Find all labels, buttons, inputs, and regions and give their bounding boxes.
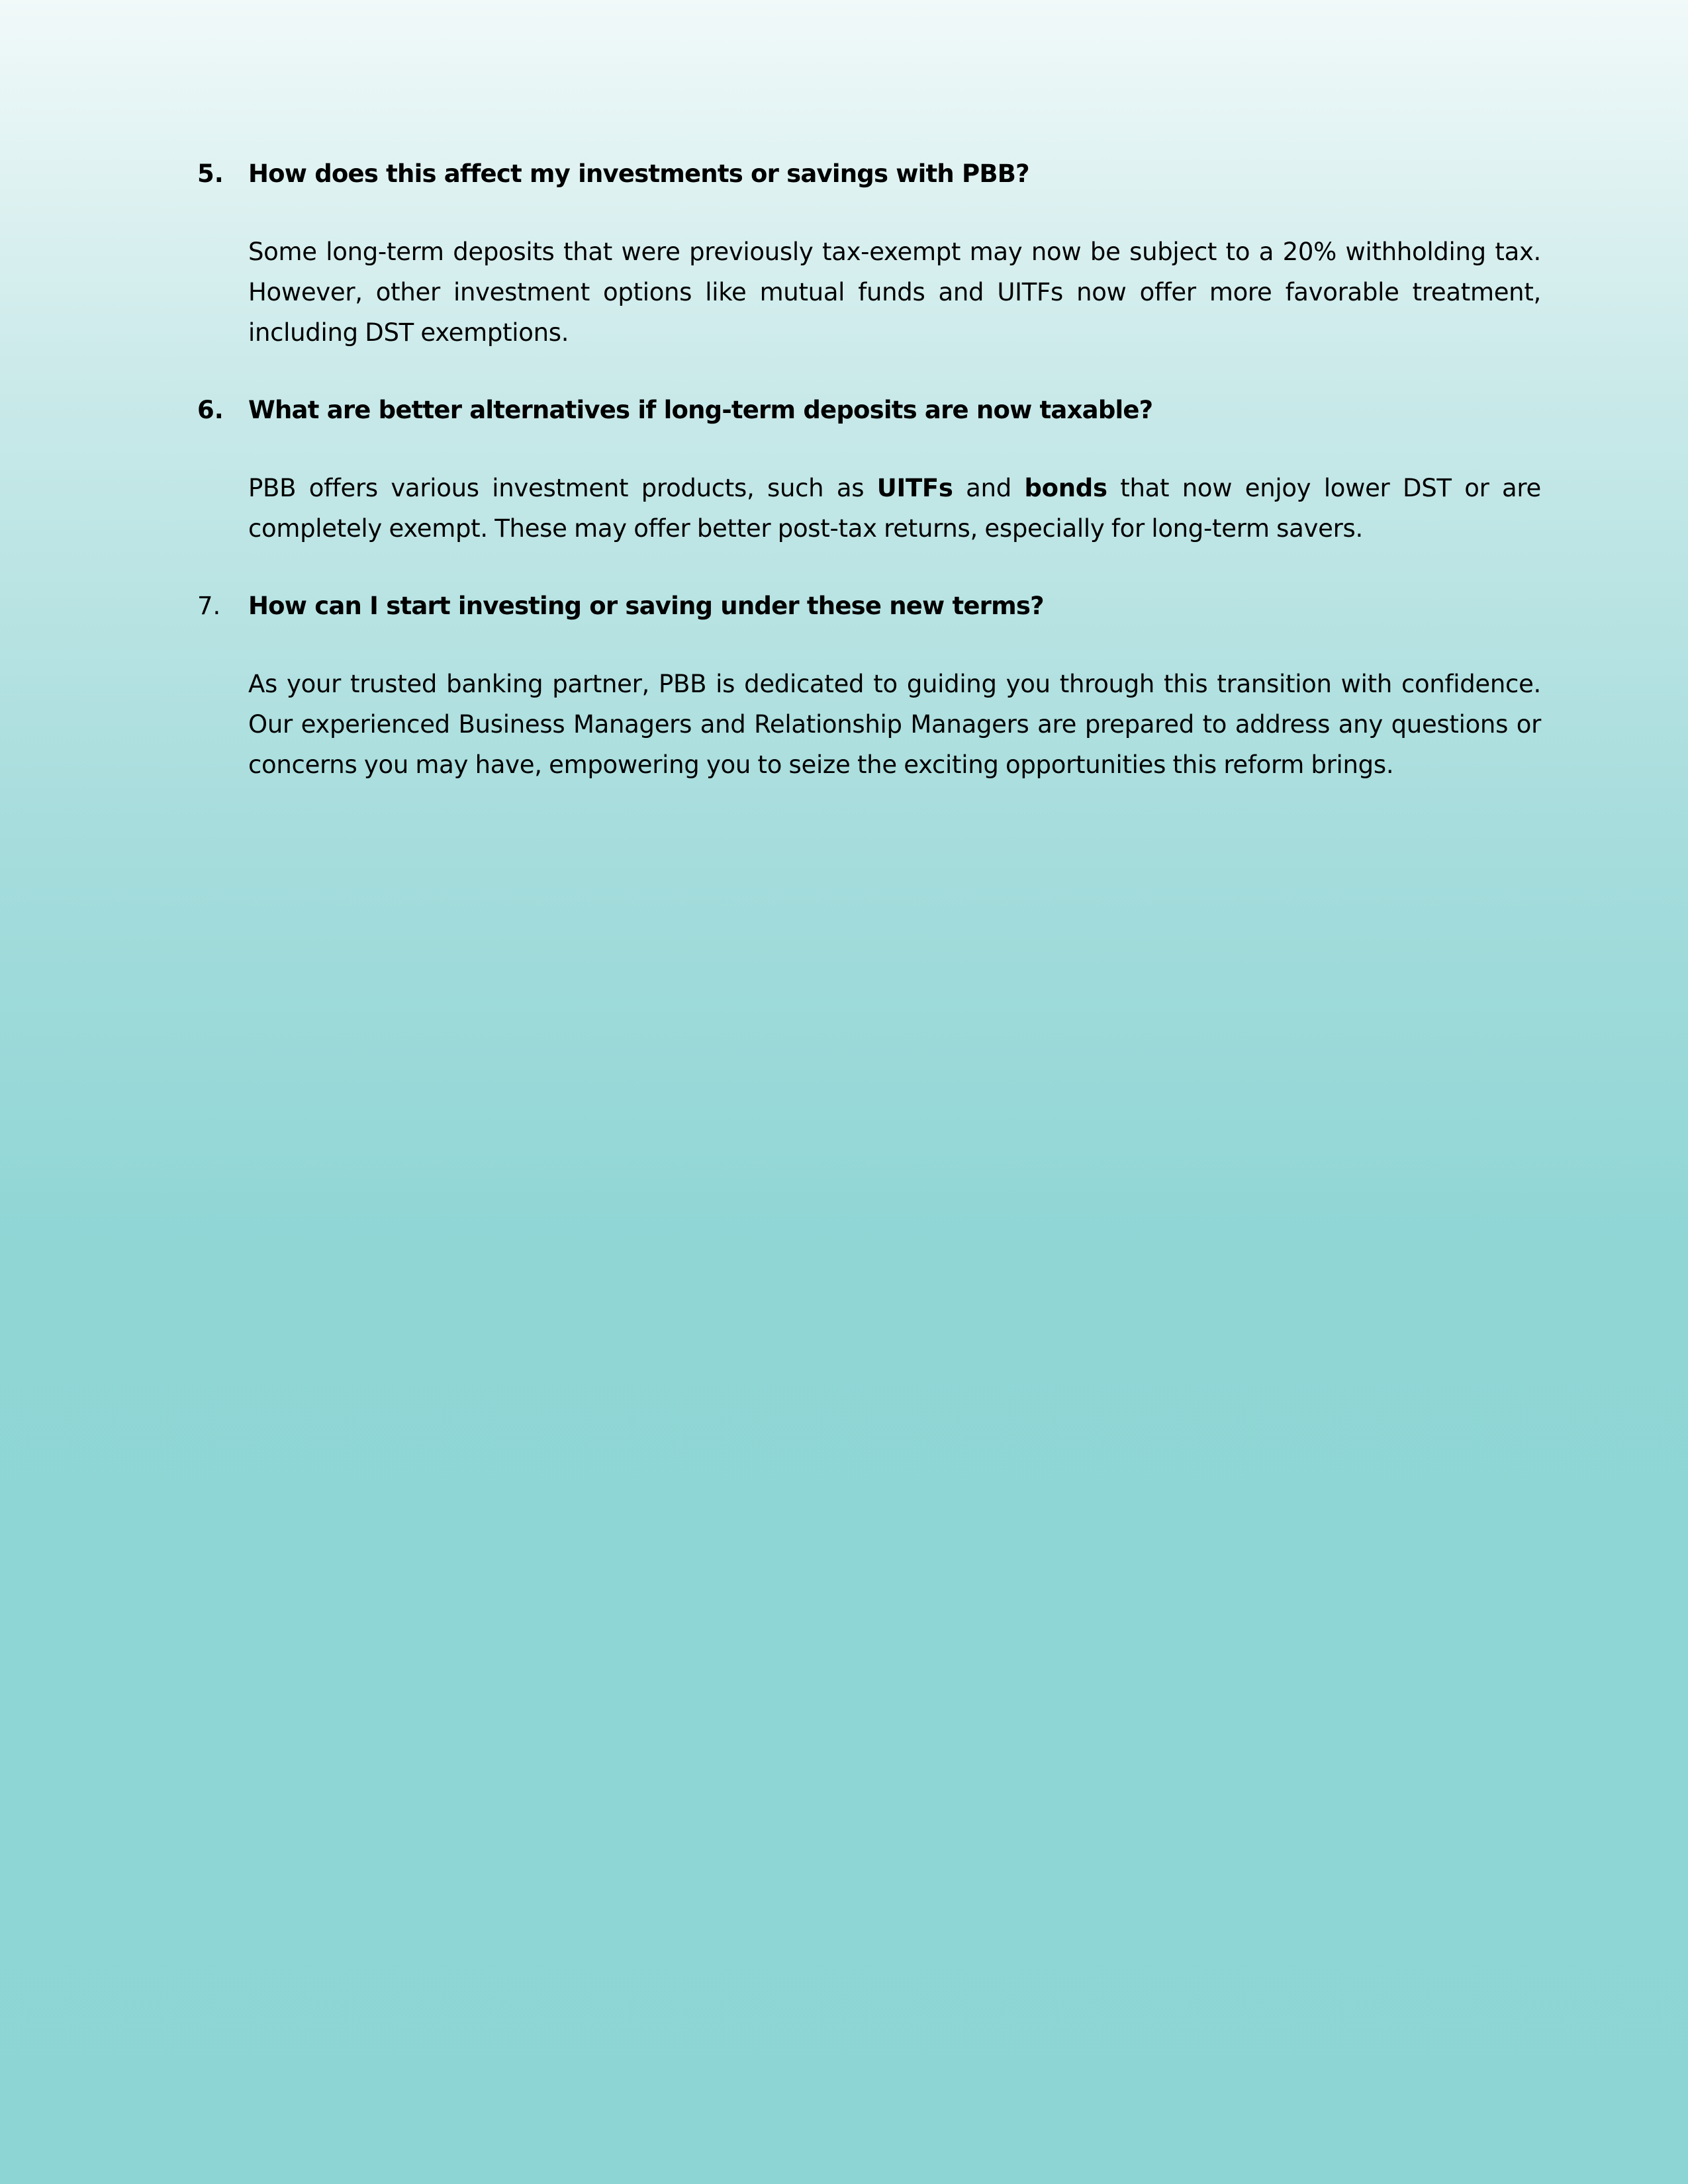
faq-number: 5. <box>197 159 224 188</box>
answer-text: and <box>953 474 1025 502</box>
faq-list <box>197 154 1541 822</box>
answer-emphasis-uitfs: UITFs <box>876 474 953 502</box>
faq-answer-7: As your trusted banking partner, PBB is dedicated to guiding you through this transition with confidence. Our experienced Business Managers and Relationship Managers are prepared to address any questions or concerns you may have, empowering you to seize the exciting opportunities this reform brings. <box>248 670 1541 779</box>
faq-answer-6 <box>248 468 1541 549</box>
answer-emphasis-bonds: bonds <box>1024 474 1107 502</box>
faq-answer-5: Some long-term deposits that were previously tax-exempt may now be subject to a 20% withholding tax. However, other investment options like mutual funds and UITFs now offer more favorable treatment, including DST exemptions. <box>248 238 1541 347</box>
faq-number: 6. <box>197 396 224 424</box>
faq-question-text: How does this affect my investments or savings with PBB? <box>248 159 1029 188</box>
faq-question-text: How can I start investing or saving under these new terms? <box>248 592 1044 620</box>
faq-question-6 <box>197 390 1541 431</box>
faq-item-5 <box>197 154 1541 353</box>
answer-text: PBB offers various investment products, such as <box>248 474 877 502</box>
faq-question-7 <box>197 586 1541 627</box>
answer-text: that now enjoy lower DST or are completely exempt. These may offer better post-tax returns, especially for long-term savers. <box>248 474 1541 543</box>
faq-number: 7. <box>197 592 221 620</box>
faq-item-6 <box>197 390 1541 549</box>
faq-question-5 <box>197 154 1541 195</box>
faq-question-text: What are better alternatives if long-term deposits are now taxable? <box>248 396 1153 424</box>
faq-item-7 <box>197 586 1541 785</box>
